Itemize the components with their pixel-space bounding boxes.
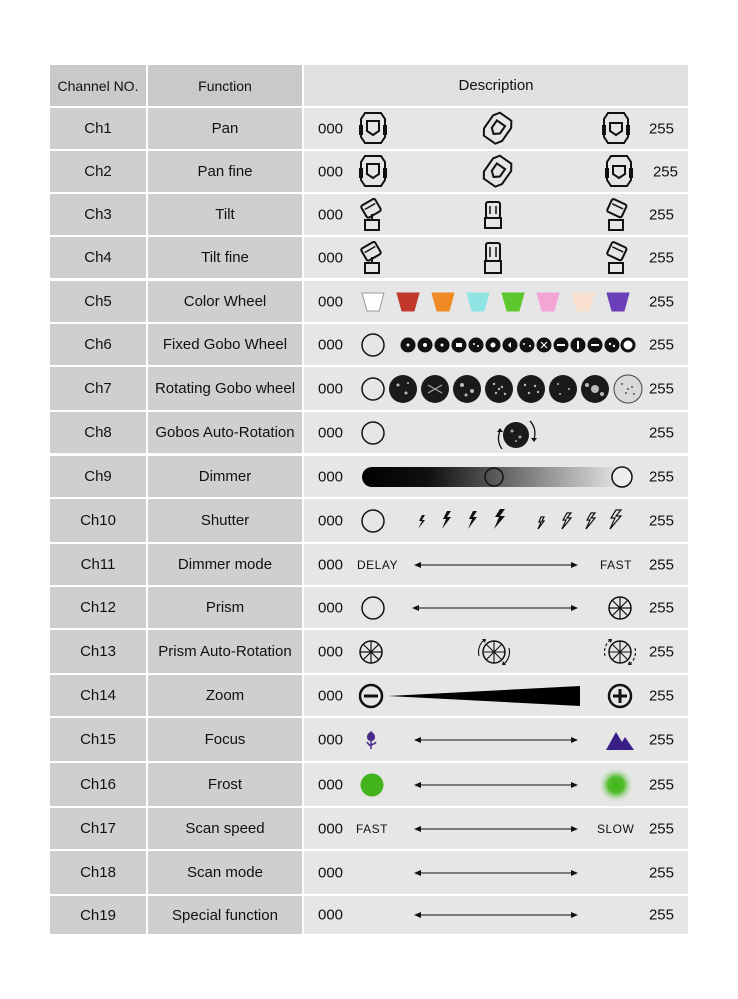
open-circle-icon	[360, 508, 386, 534]
range-arrow	[414, 824, 578, 834]
description-cell	[304, 630, 688, 673]
description-cell	[304, 896, 688, 934]
channel-number: Ch10	[50, 499, 146, 542]
moving-head-pan-icon	[356, 154, 390, 190]
function-name: Dimmer	[148, 456, 302, 497]
prism-rotation-icon	[474, 634, 514, 670]
channel-number: Ch14	[50, 675, 146, 716]
value-min: 000	[318, 556, 344, 573]
channel-number: Ch9	[50, 456, 146, 497]
value-max: 255	[648, 864, 674, 881]
moving-head-tilt-icon	[602, 241, 630, 275]
function-name: Focus	[148, 718, 302, 761]
color-swatch	[397, 293, 419, 311]
channel-number: Ch12	[50, 587, 146, 628]
dimmer-gradient-bar	[360, 465, 636, 489]
function-name: Shutter	[148, 499, 302, 542]
value-max: 255	[648, 820, 674, 837]
moving-head-tilt-icon	[358, 241, 386, 275]
open-circle-icon	[360, 420, 386, 446]
channel-number: Ch4	[50, 237, 146, 278]
value-min: 000	[318, 731, 344, 748]
table-row	[50, 237, 688, 278]
table-row	[50, 763, 688, 806]
description-cell	[304, 237, 688, 278]
function-name: Scan speed	[148, 808, 302, 849]
value-min: 000	[318, 776, 344, 793]
moving-head-tilt-icon	[358, 198, 386, 232]
table-row	[50, 194, 688, 235]
value-min: 000	[318, 687, 344, 704]
moving-head-pan-icon	[479, 111, 515, 147]
range-left-label: DELAY	[357, 557, 398, 572]
value-max: 255	[648, 468, 674, 485]
function-name: Special function	[148, 896, 302, 934]
description-cell	[304, 151, 688, 192]
value-max: 255	[652, 163, 678, 180]
table-header	[50, 65, 688, 106]
fixed-gobo-icons	[400, 336, 636, 354]
function-name: Zoom	[148, 675, 302, 716]
table-row	[50, 851, 688, 894]
value-min: 000	[318, 206, 344, 223]
description-cell	[304, 675, 688, 716]
function-name: Prism	[148, 587, 302, 628]
value-max: 255	[648, 556, 674, 573]
function-name: Tilt fine	[148, 237, 302, 278]
description-cell	[304, 851, 688, 894]
mountain-icon	[606, 730, 634, 750]
table-row	[50, 587, 688, 628]
table-row	[50, 499, 688, 542]
zoom-plus-icon	[607, 683, 633, 709]
function-name: Fixed Gobo Wheel	[148, 324, 302, 365]
channel-number: Ch18	[50, 851, 146, 894]
flower-icon	[364, 729, 378, 751]
value-min: 000	[318, 643, 344, 660]
value-max: 255	[648, 512, 674, 529]
channel-number: Ch11	[50, 544, 146, 585]
color-swatch	[502, 293, 524, 311]
channel-number: Ch15	[50, 718, 146, 761]
range-arrow	[414, 868, 578, 878]
color-swatch-row	[360, 290, 640, 314]
value-min: 000	[318, 380, 344, 397]
function-name: Pan fine	[148, 151, 302, 192]
table-row	[50, 718, 688, 761]
function-name: Scan mode	[148, 851, 302, 894]
function-name: Rotating Gobo wheel	[148, 367, 302, 410]
color-swatch	[362, 293, 384, 311]
channel-number: Ch16	[50, 763, 146, 806]
zoom-wedge	[388, 684, 584, 708]
value-max: 255	[648, 424, 674, 441]
value-max: 255	[648, 776, 674, 793]
value-min: 000	[318, 599, 344, 616]
value-min: 000	[318, 468, 344, 485]
description-cell	[304, 412, 688, 453]
table-row	[50, 544, 688, 585]
channel-number: Ch19	[50, 896, 146, 934]
range-arrow	[414, 735, 578, 745]
moving-head-pan-icon	[479, 154, 515, 190]
value-min: 000	[318, 249, 344, 266]
function-name: Gobos Auto-Rotation	[148, 412, 302, 453]
value-max: 255	[648, 599, 674, 616]
channel-number: Ch7	[50, 367, 146, 410]
value-min: 000	[318, 163, 344, 180]
description-cell	[304, 718, 688, 761]
function-name: Prism Auto-Rotation	[148, 630, 302, 673]
channel-number: Ch5	[50, 281, 146, 322]
gobo-rotation-icon	[492, 415, 542, 455]
frosted-beam-icon	[598, 767, 634, 803]
value-max: 255	[648, 249, 674, 266]
value-min: 000	[318, 820, 344, 837]
sharp-beam-icon	[359, 772, 385, 798]
moving-head-pan-icon	[602, 154, 636, 190]
moving-head-tilt-icon	[481, 241, 505, 275]
value-max: 255	[648, 906, 674, 924]
value-max: 255	[648, 687, 674, 704]
table-row	[50, 456, 688, 497]
description-cell	[304, 499, 688, 542]
table-row	[50, 108, 688, 149]
table-row	[50, 630, 688, 673]
range-right-label: FAST	[600, 557, 633, 572]
strobe-bolt-icon	[414, 509, 634, 533]
moving-head-pan-icon	[356, 111, 390, 147]
open-circle-icon	[360, 595, 386, 621]
color-swatch	[572, 293, 594, 311]
range-arrow	[414, 910, 578, 920]
color-swatch	[467, 293, 489, 311]
table-row	[50, 412, 688, 453]
description-cell	[304, 763, 688, 806]
value-max: 255	[648, 336, 674, 353]
description-cell	[304, 367, 688, 410]
channel-number: Ch2	[50, 151, 146, 192]
header-channel: Channel NO.	[50, 65, 146, 106]
range-arrow	[414, 560, 578, 570]
moving-head-tilt-icon	[481, 200, 505, 230]
value-min: 000	[318, 120, 344, 137]
color-swatch	[607, 293, 629, 311]
value-min: 000	[318, 293, 344, 310]
value-min: 000	[318, 864, 344, 881]
description-cell	[304, 456, 688, 497]
value-max: 255	[648, 731, 674, 748]
function-name: Dimmer mode	[148, 544, 302, 585]
open-circle-icon	[360, 376, 386, 402]
channel-number: Ch13	[50, 630, 146, 673]
moving-head-tilt-icon	[602, 198, 630, 232]
table-row	[50, 281, 688, 322]
open-circle-icon	[360, 332, 386, 358]
header-description: Description	[304, 65, 688, 106]
value-min: 000	[318, 906, 344, 924]
prism-rotation-icon	[600, 634, 640, 670]
channel-number: Ch1	[50, 108, 146, 149]
value-min: 000	[318, 512, 344, 529]
value-max: 255	[648, 120, 674, 137]
table-row	[50, 808, 688, 849]
table-row	[50, 324, 688, 365]
description-cell	[304, 324, 688, 365]
function-name: Color Wheel	[148, 281, 302, 322]
channel-number: Ch8	[50, 412, 146, 453]
header-function: Function	[148, 65, 302, 106]
value-max: 255	[648, 293, 674, 310]
value-max: 255	[648, 643, 674, 660]
description-cell	[304, 544, 688, 585]
description-cell	[304, 281, 688, 322]
channel-number: Ch6	[50, 324, 146, 365]
color-swatch	[537, 293, 559, 311]
prism-icon	[358, 639, 384, 665]
value-min: 000	[318, 424, 344, 441]
color-wheel-swatches	[360, 290, 640, 314]
function-name: Pan	[148, 108, 302, 149]
value-min: 000	[318, 336, 344, 353]
moving-head-pan-icon	[599, 111, 633, 147]
channel-number: Ch17	[50, 808, 146, 849]
table-row	[50, 675, 688, 716]
rotating-gobo-icons	[388, 373, 644, 405]
zoom-minus-icon	[358, 683, 384, 709]
description-cell	[304, 808, 688, 849]
function-name: Frost	[148, 763, 302, 806]
channel-number: Ch3	[50, 194, 146, 235]
prism-icon	[607, 595, 633, 621]
value-max: 255	[648, 380, 674, 397]
table-row	[50, 896, 688, 934]
description-cell	[304, 587, 688, 628]
description-cell	[304, 108, 688, 149]
description-cell	[304, 194, 688, 235]
range-left-label: FAST	[356, 821, 389, 836]
value-max: 255	[648, 206, 674, 223]
range-arrow	[412, 603, 578, 613]
range-arrow	[414, 780, 578, 790]
range-right-label: SLOW	[597, 821, 635, 836]
color-swatch	[432, 293, 454, 311]
table-row	[50, 367, 688, 410]
table-row	[50, 151, 688, 192]
function-name: Tilt	[148, 194, 302, 235]
